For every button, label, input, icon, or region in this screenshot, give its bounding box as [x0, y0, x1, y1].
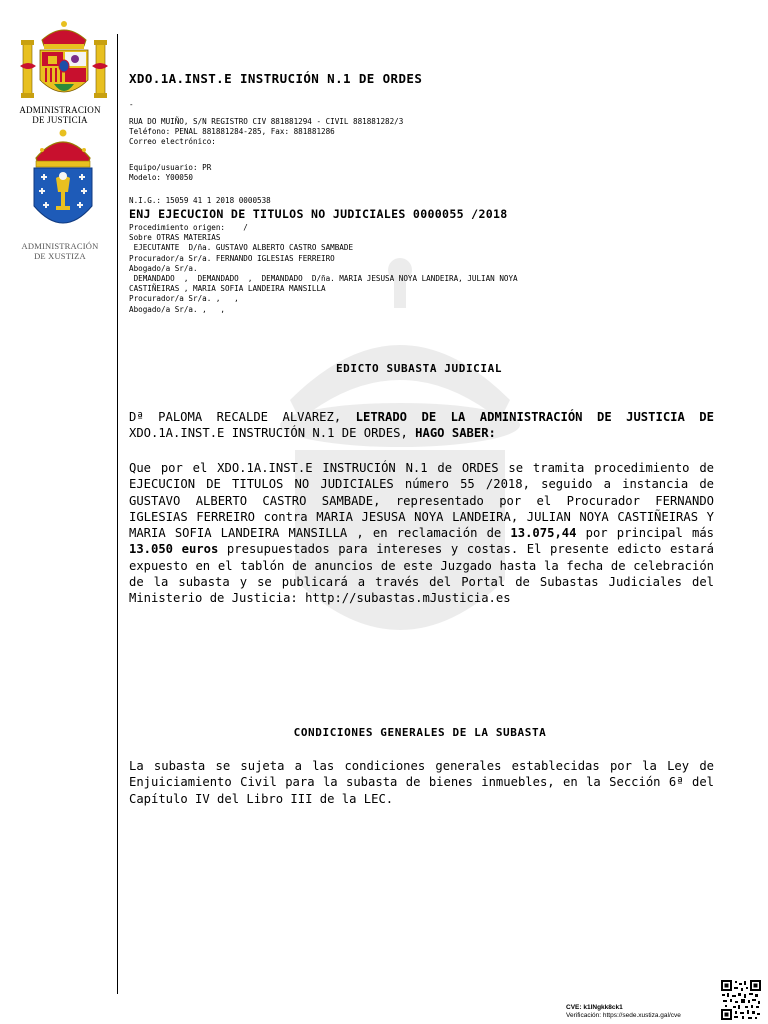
- galicia-coat-of-arms-icon: [30, 128, 96, 234]
- body-part-3: presupuestados para intereses y costas. El presente edicto estará expuesto en el tablón de anuncios de este Juzgado hasta la fecha de celebración de la subasta y se publicará a través del Portal de Subastas Judiciales del Ministerio de Justicia: http://subastas.mJusticia.es: [129, 542, 714, 606]
- demandado-line-cont: CASTIÑEIRAS , MARIA SOFIA LANDEIRA MANSILLA: [129, 284, 326, 294]
- abogado-line-2: Abogado/a Sr/a. , ,: [129, 304, 226, 314]
- body-part-1: Que por el XDO.1A.INST.E INSTRUCIÓN N.1 de ORDES se tramita procedimiento de EJECUCION DE TITULOS NO JUDICIALES número 55 /2018, seguido a instancia de GUSTAVO ALBERTO CASTRO SAMBADE, representado por el Procurador FERNANDO IGLESIAS FERREIRO contra MARIA JESUSA NOYA LANDEIRA, JULIAN NOYA CASTIÑEIRAS Y MARIA SOFIA LANDEIRA MANSILLA , en reclamación de: [129, 461, 714, 541]
- edicto-title: EDICTO SUBASTA JUDICIAL: [335, 362, 503, 375]
- abogado-line: Abogado/a Sr/a.: [129, 263, 198, 273]
- intro-name: Dª PALOMA RECALDE ALVAREZ,: [129, 410, 356, 424]
- conditions-paragraph: La subasta se sujeta a las condiciones generales establecidas por la Ley de Enjuiciamiento Civil para la subasta de bienes inmuebles, en la Sección 6ª del Capítulo IV del Libro III de la LEC.: [129, 759, 714, 806]
- justicia-label-line-1: ADMINISTRACION: [19, 105, 101, 115]
- court-contact-block: [129, 117, 729, 148]
- equipo-block: [129, 163, 211, 183]
- nig-line: N.I.G.: 15059 41 1 2018 0000538: [129, 196, 271, 205]
- header-dash: -: [129, 100, 134, 109]
- intro-bold-2: HAGO SABER:: [415, 426, 496, 441]
- intro-court: XDO.1A.INST.E INSTRUCIÓN N.1 DE ORDES,: [129, 426, 416, 441]
- amount-principal: 13.075,44: [510, 526, 577, 541]
- procedimiento-origen: Procedimiento origen: /: [129, 223, 248, 232]
- address-line: RUA DO MUIÑO, S/N REGISTRO CIV 881881294 - CIVIL 881881282/3: [129, 117, 404, 126]
- procurador-line-2: Procurador/a Sr/a. , ,: [129, 294, 239, 304]
- modelo-line: Modelo: Y00050: [129, 173, 194, 183]
- spain-coat-of-arms-icon: [20, 18, 108, 104]
- procurador-line: Procurador/a Sr/a. FERNANDO IGLESIAS FERREIRO: [129, 253, 335, 263]
- qr-code-icon: [721, 980, 761, 1020]
- phone-line: Teléfono: PENAL 881881284-285, Fax: 881881286: [129, 127, 335, 137]
- demandado-line: DEMANDADO , DEMANDADO , DEMANDADO D/ña. MARIA JESUSA NOYA LANDEIRA, JULIAN NOYA: [129, 274, 518, 284]
- amount-interest: 13.050 euros: [129, 542, 219, 557]
- xustiza-label-line-1: ADMINISTRACIÓN: [21, 241, 99, 251]
- email-line: Correo electrónico:: [129, 137, 216, 147]
- court-title: XDO.1A.INST.E INSTRUCIÓN N.1 DE ORDES: [129, 71, 423, 86]
- equipo-line: Equipo/usuario: PR: [129, 163, 212, 172]
- justicia-label-line-2: DE JUSTICIA: [32, 115, 88, 125]
- sobre-line: Sobre OTRAS MATERIAS: [129, 233, 221, 243]
- intro-bold-1: LETRADO DE LA ADMINISTRACIÓN DE JUSTICIA DE: [355, 410, 714, 424]
- xustiza-label-line-2: DE XUSTIZA: [34, 251, 86, 261]
- parties-block: [129, 223, 719, 315]
- intro-paragraph: [129, 409, 714, 442]
- verification-url[interactable]: Verificación: https://sede.xustiza.gal/cve: [566, 1011, 681, 1019]
- case-number-line: ENJ EJECUCION DE TITULOS NO JUDICIALES 0000055 /2018: [129, 207, 508, 221]
- conditions-title: CONDICIONES GENERALES DE LA SUBASTA: [293, 726, 547, 739]
- verification-footer: [566, 1004, 681, 1019]
- sidebar: [0, 0, 118, 1024]
- edicto-body-paragraph: [129, 460, 714, 607]
- body-part-2: por principal más: [576, 526, 714, 541]
- ejecutante-line: EJECUTANTE D/ña. GUSTAVO ALBERTO CASTRO SAMBADE: [129, 243, 354, 253]
- cve-code: CVE: k1lNgkk8ck1: [566, 1004, 623, 1011]
- margin-divider: [117, 34, 118, 994]
